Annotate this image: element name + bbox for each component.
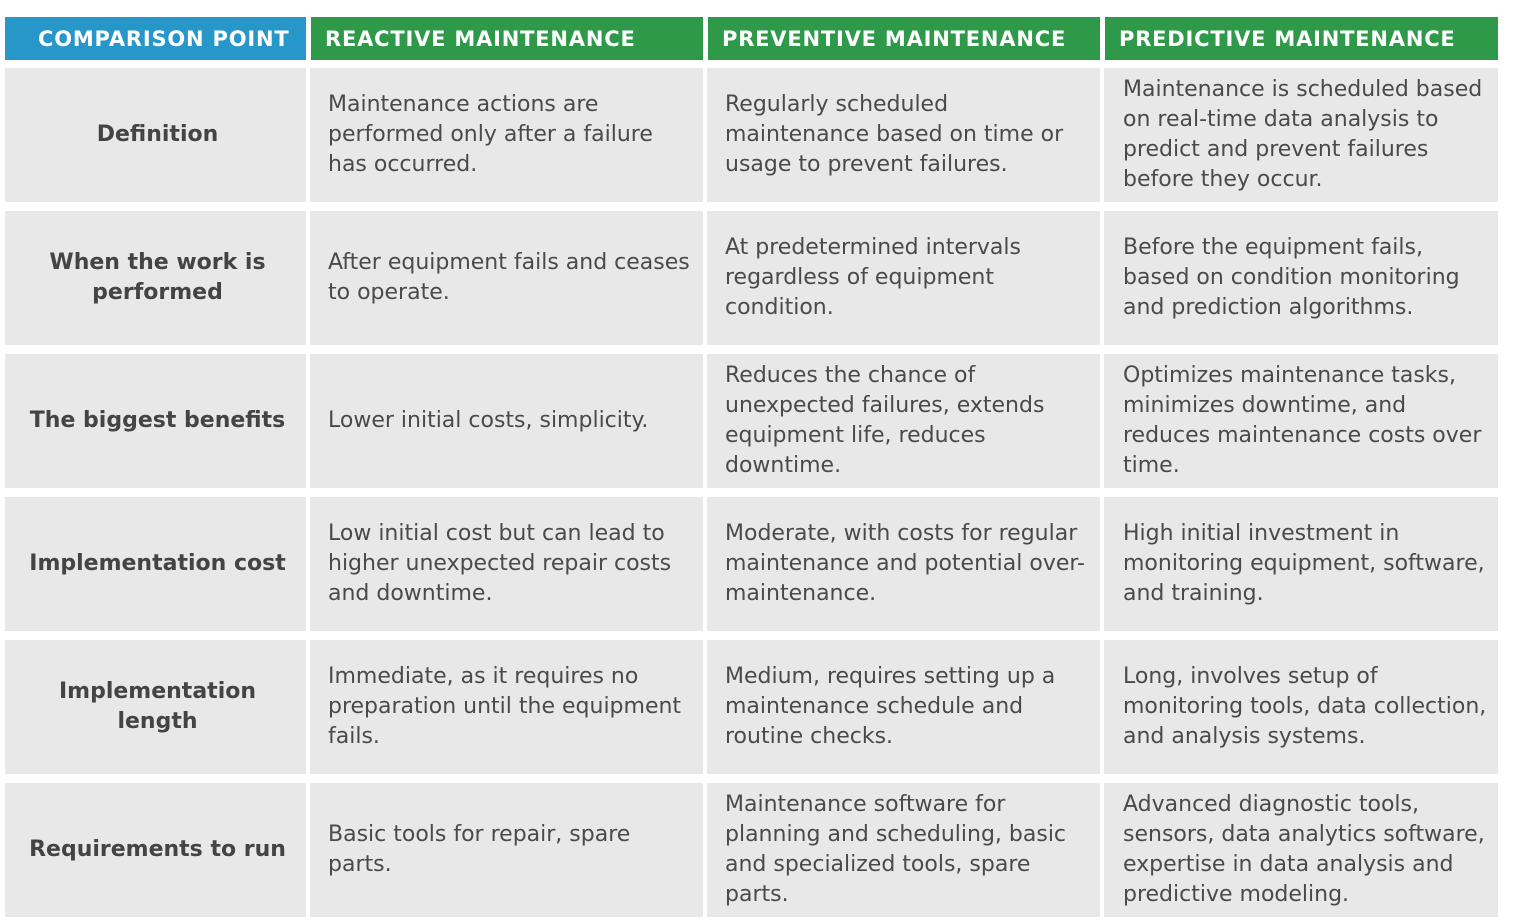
column-divider (306, 497, 310, 631)
column-divider (703, 783, 707, 917)
row-label: Definition (96, 122, 219, 147)
header-preventive-maintenance: PREVENTIVE MAINTENANCE (708, 17, 1100, 60)
preventive-cell: Moderate, with costs for regular maintenance and potential over-maintenance. (725, 521, 1085, 606)
header-predictive-maintenance: PREDICTIVE MAINTENANCE (1105, 17, 1498, 60)
predictive-cell: High initial investment in monitoring equipment, software, and training. (1123, 521, 1485, 606)
header-comparison-point: COMPARISON POINT (5, 17, 306, 60)
column-divider (703, 211, 707, 345)
column-divider (1100, 783, 1104, 917)
predictive-cell: Maintenance is scheduled based on real-time data analysis to predict and prevent failures before they occur. (1123, 77, 1483, 192)
column-divider (306, 354, 310, 488)
table-row (5, 68, 1498, 202)
column-divider (703, 497, 707, 631)
row-label: Implementation cost (29, 551, 286, 576)
table-row (5, 497, 1498, 631)
column-divider (1100, 211, 1104, 345)
row-label: The biggest benefits (29, 408, 286, 433)
preventive-cell: Reduces the chance of unexpected failures, extends equipment life, reduces downtime. (725, 363, 1045, 478)
reactive-cell: Maintenance actions are performed only after a failure has occurred. (328, 92, 653, 177)
column-divider (1100, 497, 1104, 631)
column-divider (306, 68, 310, 202)
comparison-table (5, 17, 1498, 917)
column-divider (703, 640, 707, 774)
column-divider (306, 640, 310, 774)
preventive-cell: Medium, requires setting up a maintenance schedule and routine checks. (725, 664, 1056, 749)
table-row (5, 640, 1498, 774)
reactive-cell: After equipment fails and ceases to operate. (328, 250, 690, 305)
table-row (5, 211, 1498, 345)
row-label: When the work is performed (49, 250, 266, 305)
column-divider (1100, 640, 1104, 774)
column-divider (1100, 354, 1104, 488)
column-divider (703, 68, 707, 202)
column-divider (703, 354, 707, 488)
header-reactive-maintenance: REACTIVE MAINTENANCE (311, 17, 703, 60)
column-divider (1100, 68, 1104, 202)
table-header (5, 17, 1498, 60)
reactive-cell: Immediate, as it requires no preparation until the equipment fails. (328, 664, 682, 749)
reactive-cell: Low initial cost but can lead to higher unexpected repair costs and downtime. (328, 521, 672, 606)
predictive-cell: Advanced diagnostic tools, sensors, data analytics software, expertise in data analysis and predictive modeling. (1123, 792, 1485, 907)
preventive-cell: At predetermined intervals regardless of equipment condition. (725, 235, 1021, 320)
row-label: Requirements to run (29, 837, 286, 862)
predictive-cell: Long, involves setup of monitoring tools, data collection, and analysis systems. (1123, 664, 1487, 749)
predictive-cell: Optimizes maintenance tasks, minimizes downtime, and reduces maintenance costs over time. (1123, 363, 1482, 478)
column-divider (306, 211, 310, 345)
predictive-cell: Before the equipment fails, based on condition monitoring and prediction algorithms. (1123, 235, 1460, 320)
table-row (5, 783, 1498, 917)
preventive-cell: Maintenance software for planning and scheduling, basic and specialized tools, spare parts. (725, 792, 1067, 907)
reactive-cell: Basic tools for repair, spare parts. (328, 822, 631, 877)
column-divider (306, 783, 310, 917)
preventive-cell: Regularly scheduled maintenance based on time or usage to prevent failures. (725, 92, 1064, 177)
table-row (5, 354, 1498, 488)
row-label: Implementation length (58, 679, 257, 734)
reactive-cell: Lower initial costs, simplicity. (328, 408, 649, 433)
